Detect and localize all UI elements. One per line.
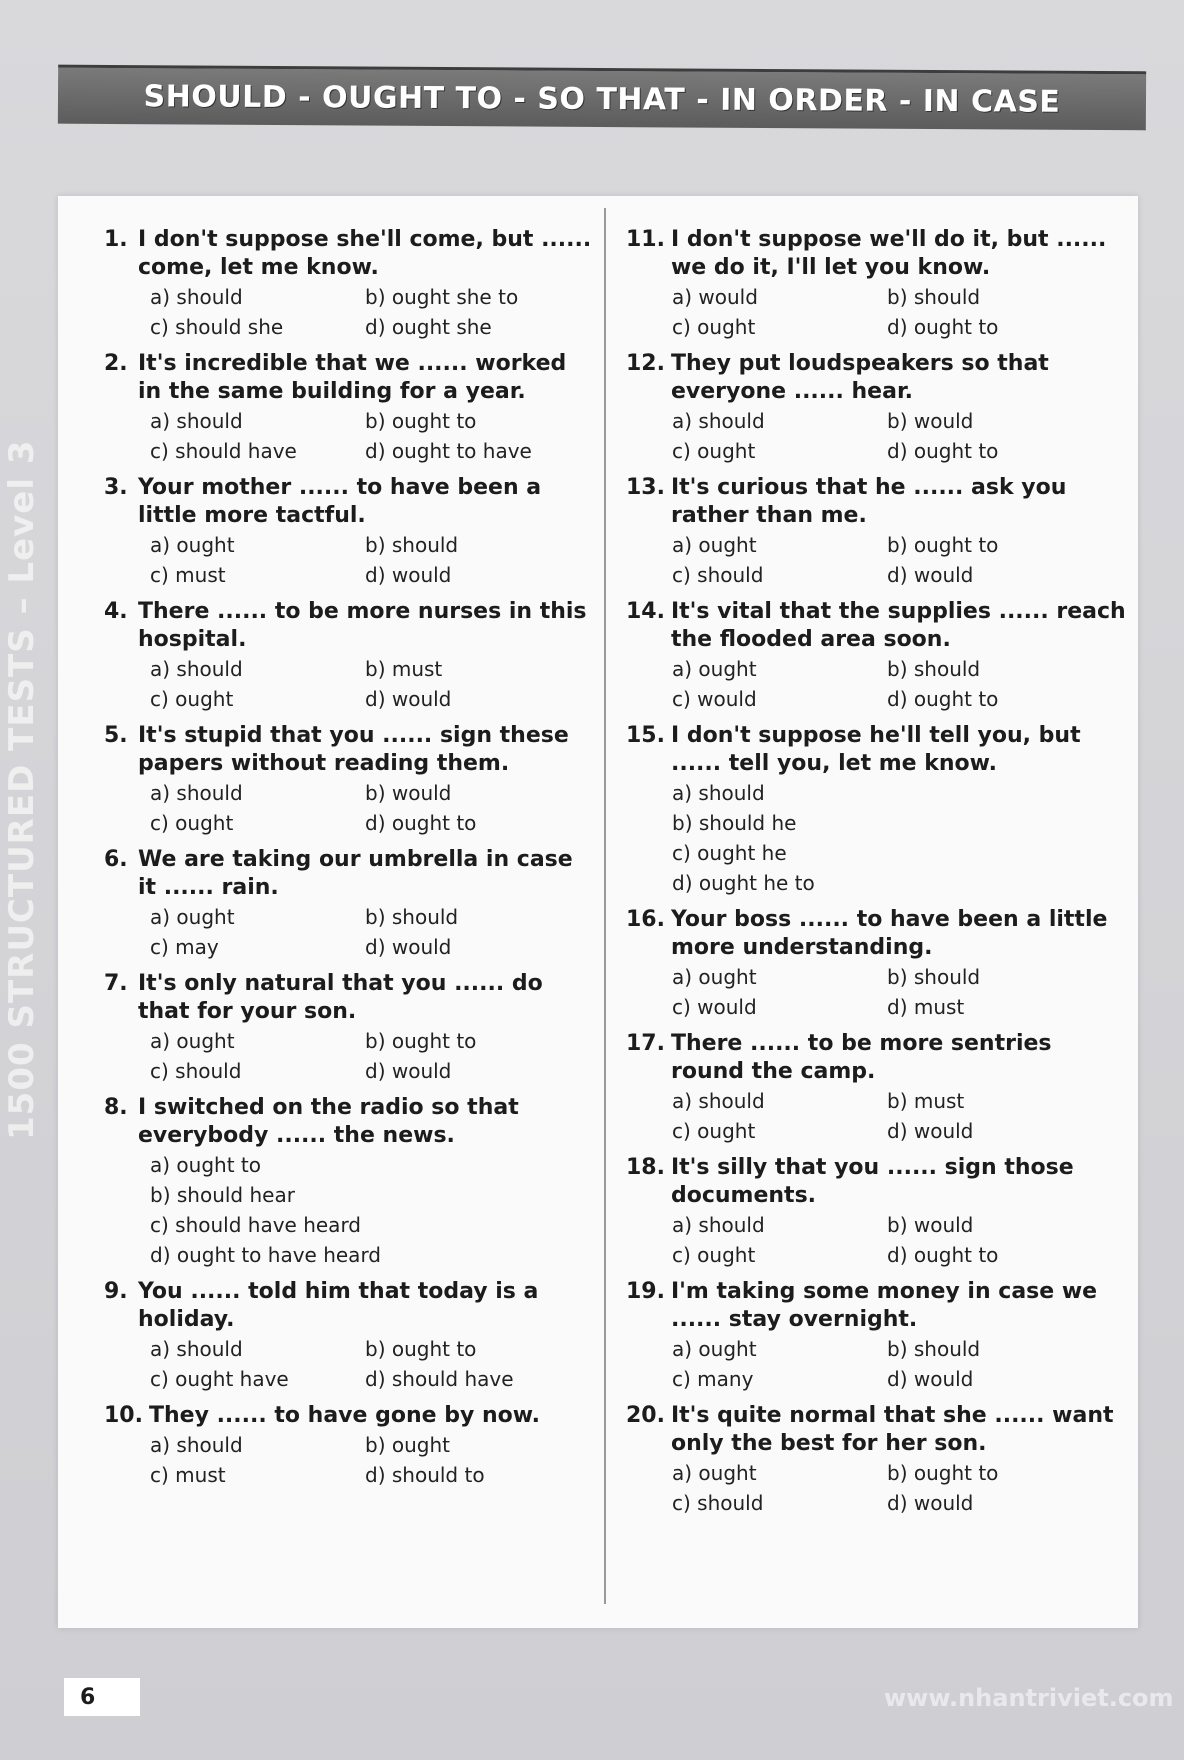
question-number: 19. <box>626 1279 665 1304</box>
question-1 <box>104 226 594 342</box>
option-a: a) ought <box>150 533 235 557</box>
option-c: c) many <box>672 1367 754 1391</box>
options <box>672 654 1126 714</box>
question-number: 1. <box>104 227 128 252</box>
option-d: d) would <box>887 1491 974 1515</box>
option-d: d) would <box>365 935 452 959</box>
option-b: b) should <box>365 533 459 557</box>
question-number: 18. <box>626 1155 665 1180</box>
option-c: c) ought <box>150 687 234 711</box>
option-b: b) would <box>365 781 452 805</box>
question-text: Your mother ...... to have been a little more tactful. <box>138 475 542 528</box>
question-7 <box>104 970 594 1086</box>
option-a: a) should <box>150 781 243 805</box>
option-d: d) would <box>887 1367 974 1391</box>
question-text: It's stupid that you ...... sign these papers without reading them. <box>138 723 569 776</box>
question-text: It's curious that he ...... ask you rather than me. <box>670 475 1067 528</box>
options <box>150 1430 594 1490</box>
option-c: c) must <box>150 1463 226 1487</box>
option-d: d) should to <box>365 1463 485 1487</box>
option-d: d) would <box>365 687 452 711</box>
question-13 <box>626 474 1126 590</box>
option-c: c) should <box>672 1491 764 1515</box>
option-b: b) must <box>887 1089 965 1113</box>
option-c: c) would <box>672 995 757 1019</box>
option-a: a) ought <box>672 1461 757 1485</box>
option-b: b) ought to <box>365 1029 477 1053</box>
question-number: 3. <box>104 475 128 500</box>
option-d: d) would <box>887 1119 974 1143</box>
question-8 <box>104 1094 594 1270</box>
publisher-website: www.nhantriviet.com <box>884 1684 1174 1712</box>
option-b: b) should <box>887 657 981 681</box>
question-number: 8. <box>104 1095 128 1120</box>
question-text: It's silly that you ...... sign those documents. <box>670 1155 1074 1208</box>
question-number: 13. <box>626 475 665 500</box>
option-b: b) would <box>887 1213 974 1237</box>
option-a: a) ought to <box>150 1153 261 1177</box>
question-15 <box>626 722 1126 898</box>
option-a: a) ought <box>672 657 757 681</box>
option-c: c) ought <box>672 1119 756 1143</box>
option-d: d) ought to have <box>365 439 532 463</box>
option-c: c) may <box>150 935 219 959</box>
question-3 <box>104 474 594 590</box>
question-number: 12. <box>626 351 665 376</box>
question-12 <box>626 350 1126 466</box>
option-a: a) should <box>150 657 243 681</box>
question-number: 11. <box>626 227 665 252</box>
book-series-label: 1500 STRUCTURED TESTS – Level 3 <box>2 439 42 1140</box>
question-10 <box>104 1402 594 1490</box>
question-text: Your boss ...... to have been a little more understanding. <box>670 907 1108 960</box>
option-c: c) should have <box>150 439 297 463</box>
option-b: b) should <box>887 285 981 309</box>
question-19 <box>626 1278 1126 1394</box>
question-number: 4. <box>104 599 128 624</box>
question-text: You ...... told him that today is a holiday. <box>138 1279 539 1332</box>
options <box>672 282 1126 342</box>
question-text: I don't suppose we'll do it, but ...... we do it, I'll let you know. <box>670 227 1107 280</box>
question-18 <box>626 1154 1126 1270</box>
option-c: c) must <box>150 563 226 587</box>
option-b: b) ought she to <box>365 285 519 309</box>
option-b: b) should <box>887 965 981 989</box>
option-b: b) would <box>887 409 974 433</box>
question-number: 2. <box>104 351 128 376</box>
option-a: a) should <box>672 1213 765 1237</box>
option-b: b) ought to <box>887 533 999 557</box>
option-d: d) ought to <box>365 811 477 835</box>
option-d: d) must <box>887 995 965 1019</box>
options <box>150 282 594 342</box>
option-b: b) should <box>887 1337 981 1361</box>
question-20 <box>626 1402 1126 1518</box>
option-d: d) ought she <box>365 315 492 339</box>
option-a: a) should <box>672 409 765 433</box>
question-text: They put loudspeakers so that everyone ...... hear. <box>670 351 1049 404</box>
question-text: There ...... to be more sentries round the camp. <box>670 1031 1052 1084</box>
option-a: a) would <box>672 285 758 309</box>
option-d: d) would <box>887 563 974 587</box>
right-column <box>626 226 1126 1526</box>
option-c: c) ought <box>672 439 756 463</box>
left-column <box>104 226 594 1498</box>
options <box>672 406 1126 466</box>
question-16 <box>626 906 1126 1022</box>
option-a: a) should <box>150 409 243 433</box>
question-number: 15. <box>626 723 665 748</box>
option-d: d) ought to <box>887 687 999 711</box>
option-c: c) should she <box>150 315 284 339</box>
option-d: d) would <box>365 1059 452 1083</box>
question-text: It's vital that the supplies ...... reach the flooded area soon. <box>670 599 1126 652</box>
option-a: a) ought <box>150 1029 235 1053</box>
option-d: d) ought to have heard <box>150 1243 382 1267</box>
option-d: d) ought to <box>887 1243 999 1267</box>
option-c: c) should <box>150 1059 242 1083</box>
options <box>672 1086 1126 1146</box>
option-a: a) should <box>150 1433 243 1457</box>
question-text: I switched on the radio so that everybody ...... the news. <box>138 1095 519 1148</box>
question-5 <box>104 722 594 838</box>
question-9 <box>104 1278 594 1394</box>
options <box>672 530 1126 590</box>
option-c: c) ought <box>672 1243 756 1267</box>
option-b: b) should he <box>672 811 797 835</box>
section-banner <box>58 65 1146 131</box>
question-number: 7. <box>104 971 128 996</box>
question-text: They ...... to have gone by now. <box>148 1403 540 1428</box>
option-b: b) ought to <box>365 1337 477 1361</box>
option-a: a) should <box>150 1337 243 1361</box>
question-number: 14. <box>626 599 665 624</box>
question-text: It's only natural that you ...... do that for your son. <box>138 971 543 1024</box>
question-text: There ...... to be more nurses in this hospital. <box>138 599 587 652</box>
question-number: 17. <box>626 1031 665 1056</box>
option-c: c) would <box>672 687 757 711</box>
question-number: 16. <box>626 907 665 932</box>
option-d: d) ought to <box>887 439 999 463</box>
question-text: I don't suppose he'll tell you, but ...... tell you, let me know. <box>670 723 1081 776</box>
option-d: d) ought he to <box>672 871 815 895</box>
question-text: I don't suppose she'll come, but ...... come, let me know. <box>138 227 592 280</box>
option-c: c) ought have <box>150 1367 289 1391</box>
question-number: 6. <box>104 847 128 872</box>
options <box>150 406 594 466</box>
option-a: a) should <box>672 1089 765 1113</box>
options <box>150 654 594 714</box>
option-b: b) must <box>365 657 443 681</box>
option-c: c) should <box>672 563 764 587</box>
options <box>150 1334 594 1394</box>
column-divider <box>604 208 606 1604</box>
options <box>672 962 1126 1022</box>
options <box>150 902 594 962</box>
option-b: b) should hear <box>150 1183 295 1207</box>
option-a: a) ought <box>672 533 757 557</box>
options <box>150 778 594 838</box>
option-b: b) ought to <box>365 409 477 433</box>
question-text: It's incredible that we ...... worked in the same building for a year. <box>138 351 567 404</box>
question-11 <box>626 226 1126 342</box>
options <box>672 1458 1126 1518</box>
options <box>672 1334 1126 1394</box>
section-title: SHOULD - OUGHT TO - SO THAT - IN ORDER - IN CASE <box>143 78 1061 120</box>
options <box>150 1026 594 1086</box>
option-a: a) should <box>150 285 243 309</box>
option-a: a) should <box>672 781 765 805</box>
option-d: d) ought to <box>887 315 999 339</box>
option-d: d) should have <box>365 1367 514 1391</box>
options <box>672 1210 1126 1270</box>
question-4 <box>104 598 594 714</box>
options <box>150 1150 594 1270</box>
option-a: a) ought <box>672 965 757 989</box>
question-17 <box>626 1030 1126 1146</box>
question-number: 20. <box>626 1403 665 1428</box>
question-text: It's quite normal that she ...... want only the best for her son. <box>670 1403 1114 1456</box>
option-a: a) ought <box>672 1337 757 1361</box>
question-2 <box>104 350 594 466</box>
option-c: c) ought he <box>672 841 787 865</box>
option-a: a) ought <box>150 905 235 929</box>
options <box>150 530 594 590</box>
options <box>672 778 1126 898</box>
question-number: 10. <box>104 1403 143 1428</box>
option-c: c) should have heard <box>150 1213 362 1237</box>
question-6 <box>104 846 594 962</box>
option-c: c) ought <box>150 811 234 835</box>
option-b: b) ought to <box>887 1461 999 1485</box>
option-c: c) ought <box>672 315 756 339</box>
question-number: 5. <box>104 723 128 748</box>
question-text: I'm taking some money in case we ...... stay overnight. <box>670 1279 1098 1332</box>
question-14 <box>626 598 1126 714</box>
question-number: 9. <box>104 1279 128 1304</box>
page-number: 6 <box>64 1678 140 1716</box>
option-b: b) ought <box>365 1433 450 1457</box>
option-b: b) should <box>365 905 459 929</box>
question-text: We are taking our umbrella in case it ...... rain. <box>138 847 573 900</box>
option-d: d) would <box>365 563 452 587</box>
